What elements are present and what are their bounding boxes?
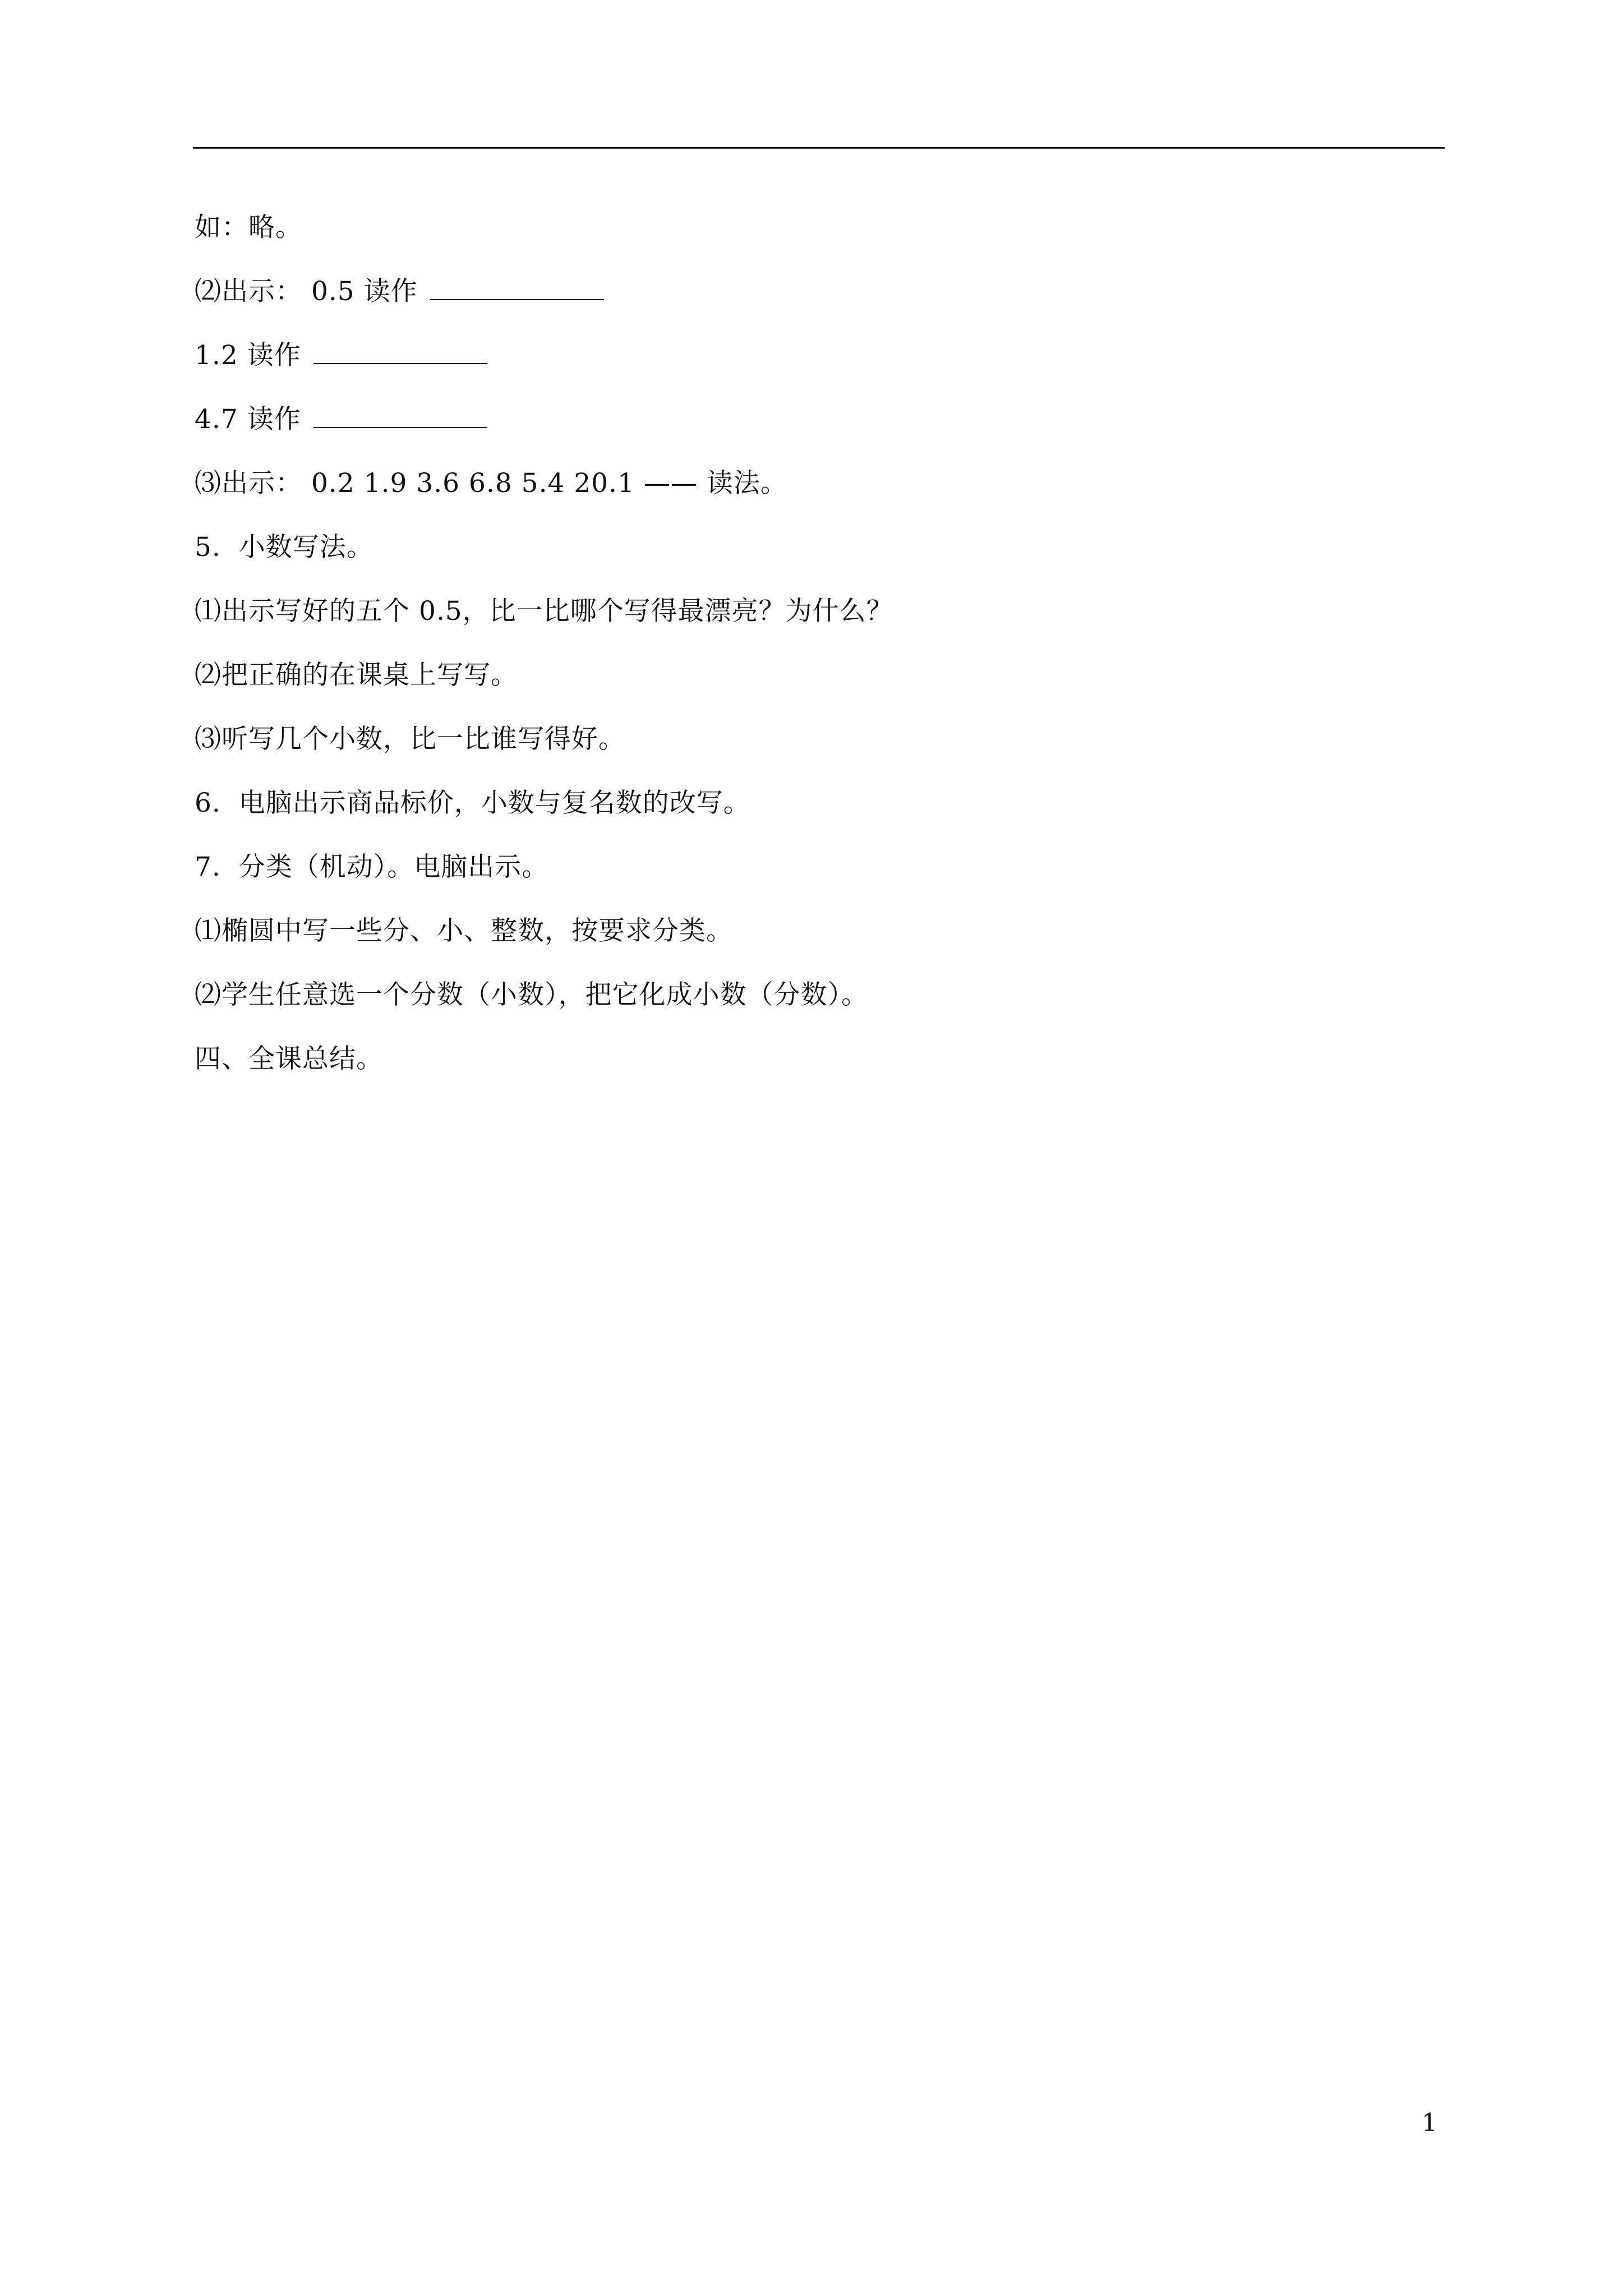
header-rule <box>193 147 1445 149</box>
line-text: 1.2 读作 <box>195 340 301 371</box>
line-text: ⑵学生任意选一个分数（小数），把它化成小数（分数）。 <box>195 979 868 1010</box>
page-number: 1 <box>1422 2109 1437 2137</box>
section-heading <box>195 1042 383 1076</box>
text-line <box>195 595 893 628</box>
text-line <box>195 723 625 756</box>
text-line <box>195 914 733 948</box>
text-line <box>195 978 868 1012</box>
line-text: 7. 分类（机动）。电脑出示。 <box>195 852 549 882</box>
answer-blank <box>313 404 487 428</box>
text-line <box>195 467 787 500</box>
line-text: ⑵出示： 0.5 读作 <box>195 276 418 307</box>
section-heading <box>195 786 750 820</box>
line-text: ⑶出示： 0.2 1.9 3.6 6.8 5.4 20.1 —— 读法。 <box>195 468 787 499</box>
text-line <box>195 339 487 372</box>
text-line <box>195 659 518 692</box>
section-heading <box>195 531 374 564</box>
line-text: 6. 电脑出示商品标价，小数与复名数的改写。 <box>195 788 750 818</box>
text-line <box>195 403 487 436</box>
answer-blank <box>313 341 487 364</box>
text-line <box>195 211 302 245</box>
line-text: 如：略。 <box>195 212 302 243</box>
line-text: ⑴出示写好的五个 0.5，比一比哪个写得最漂亮？为什么？ <box>195 596 893 627</box>
text-line <box>195 275 604 309</box>
line-text: ⑶听写几个小数，比一比谁写得好。 <box>195 724 625 754</box>
section-heading <box>195 850 548 884</box>
line-text: 4.7 读作 <box>195 404 301 435</box>
answer-blank <box>430 277 604 300</box>
line-text: ⑴椭圆中写一些分、小、整数，按要求分类。 <box>195 915 733 946</box>
line-text: 四、全课总结。 <box>195 1043 383 1074</box>
line-text: 5. 小数写法。 <box>195 532 374 563</box>
line-text: ⑵把正确的在课桌上写写。 <box>195 660 518 691</box>
